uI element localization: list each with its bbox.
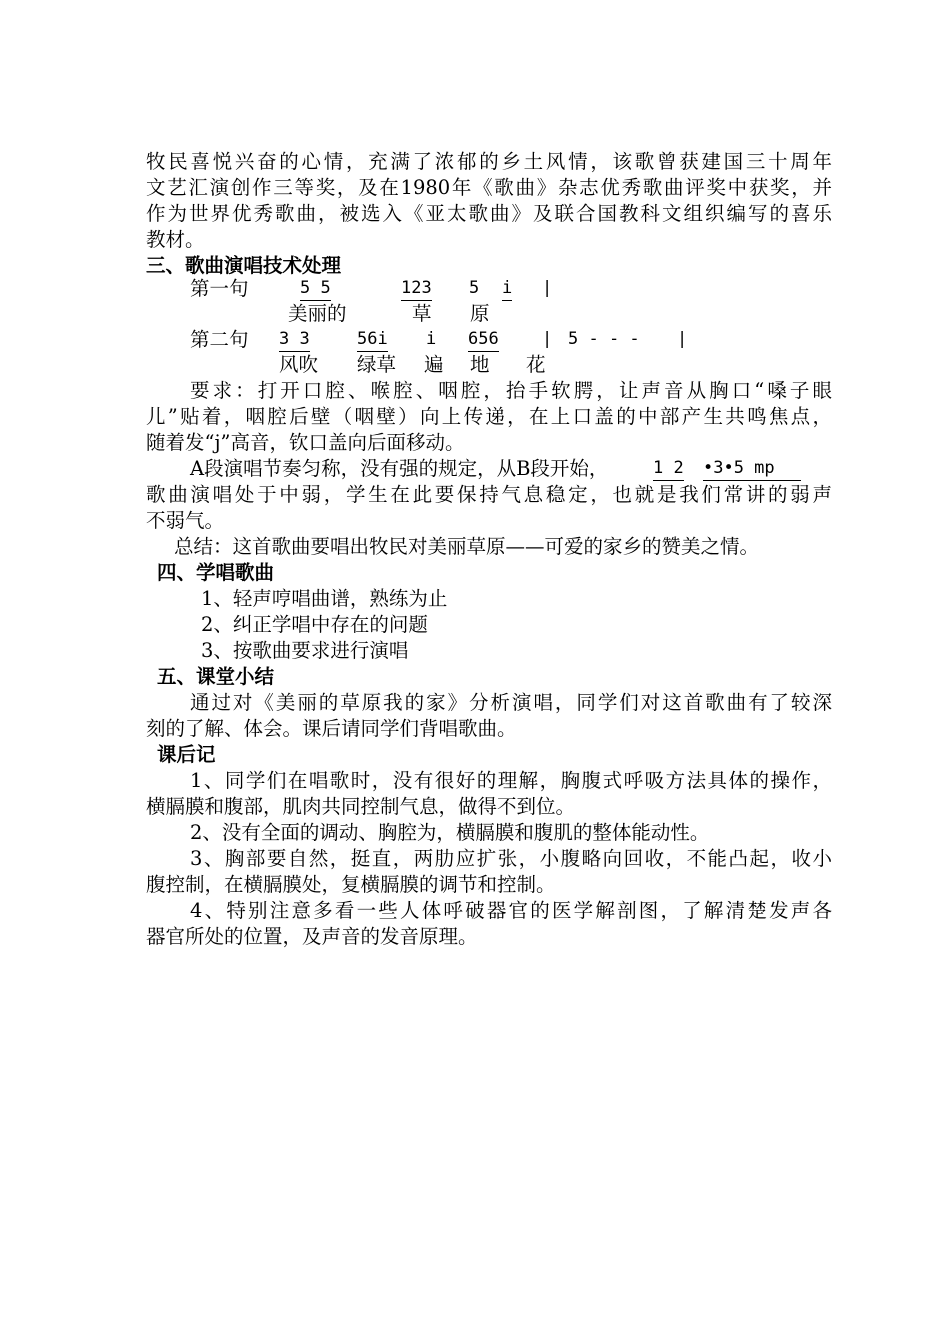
section-a-text: A段演唱节奏匀称，没有强的规定，从B段开始， [190,457,609,480]
section-4-item-1: 1、轻声哼唱曲谱，熟练为止 [201,587,448,610]
intro-line-3: 作为世界优秀歌曲，被选入《亚太歌曲》及联合国教科文组织编写的喜乐 [146,202,832,225]
summary-line: 总结：这首歌曲要唱出牧民对美丽草原——可爱的家乡的赞美之情。 [174,535,760,558]
sentence-2-note-2: 56i [357,327,388,352]
sentence-1-lyric-3: 原 [470,302,490,325]
sentence-2-note-4: 656 [468,327,499,352]
notes-item-3-line-2: 腹控制，在横膈膜处，复横膈膜的调节和控制。 [146,873,556,896]
notes-item-3-line-1: 3、胸部要自然，挺直，两肋应扩张，小腹略向回收，不能凸起，收小 [190,847,832,870]
section-3-heading: 三、歌曲演唱技术处理 [146,254,342,277]
section-a-note-1: 1 2 [653,456,684,481]
notes-item-1-line-1: 1、同学们在唱歌时，没有很好的理解，胸腹式呼吸方法具体的操作， [190,769,832,792]
sentence-1-note-4: i [502,276,512,301]
sentence-1-note-3: 5 [469,278,480,298]
section-4-heading: 四、学唱歌曲 [157,561,275,584]
sentence-1-lyric-2: 草 [412,302,432,325]
sentence-2-barline-1: | [542,329,553,349]
section-4-item-3: 3、按歌曲要求进行演唱 [201,639,409,662]
requirement-line-3: 随着发“j”高音，钦口盖向后面移动。 [146,431,465,454]
sentence-2-barline-2: | [677,329,688,349]
sentence-1-note-2: 123 [401,276,432,301]
sentence-1-lyric-1: 美丽的 [288,302,347,325]
section-a-line-3: 不弱气。 [146,509,225,532]
sentence-2-note-1: 3 3 [279,327,310,352]
sentence-2-lyric-1: 风吹 [279,353,319,376]
intro-line-4: 教材。 [146,228,205,251]
sentence-2-lyric-2: 绿草 [357,353,397,376]
notes-item-4-line-2: 器官所处的位置，及声音的发音原理。 [146,925,478,948]
section-a-line-2: 歌曲演唱处于中弱，学生在此要保持气息稳定，也就是我们常讲的弱声 [146,483,832,506]
section-4-item-2: 2、纠正学唱中存在的问题 [201,613,428,636]
section-a-note-2: •3•5 mp [703,456,801,481]
intro-line-1: 牧民喜悦兴奋的心情，充满了浓郁的乡土风情，该歌曾获建国三十周年 [146,150,832,173]
sentence-1-barline: | [542,278,553,298]
sentence-2-tail-notes: 5 - - - [568,329,640,349]
sentence-2-lyric-4: 地 [470,353,490,376]
requirement-line-2: 儿”贴着，咽腔后壁（咽壁）向上传递，在上口盖的中部产生共鸣焦点， [146,405,832,428]
notes-item-4-line-1: 4、特别注意多看一些人体呼破器官的医学解剖图，了解清楚发声各 [190,899,832,922]
sentence-1-note-1: 5 5 [300,276,331,301]
sentence-2-lyric-5: 花 [526,353,546,376]
section-5-line-1: 通过对《美丽的草原我的家》分析演唱，同学们对这首歌曲有了较深 [190,691,832,714]
sentence-2-lyric-3: 遍 [424,353,444,376]
intro-line-2: 文艺汇演创作三等奖，及在1980年《歌曲》杂志优秀歌曲评奖中获奖，并 [146,176,832,199]
notes-heading: 课后记 [157,743,216,766]
notes-item-1-line-2: 横膈膜和腹部，肌肉共同控制气息，做得不到位。 [146,795,576,818]
sentence-2-note-3: i [426,329,437,349]
notes-item-2: 2、没有全面的调动、胸腔为，横膈膜和腹肌的整体能动性。 [190,821,710,844]
section-5-line-2: 刻的了解、体会。课后请同学们背唱歌曲。 [146,717,517,740]
sentence-2-label: 第二句 [190,328,249,351]
requirement-line-1: 要求：打开口腔、喉腔、咽腔，抬手软腭，让声音从胸口“嗓子眼 [190,379,832,402]
sentence-1-label: 第一句 [190,277,249,300]
section-5-heading: 五、课堂小结 [157,665,275,688]
